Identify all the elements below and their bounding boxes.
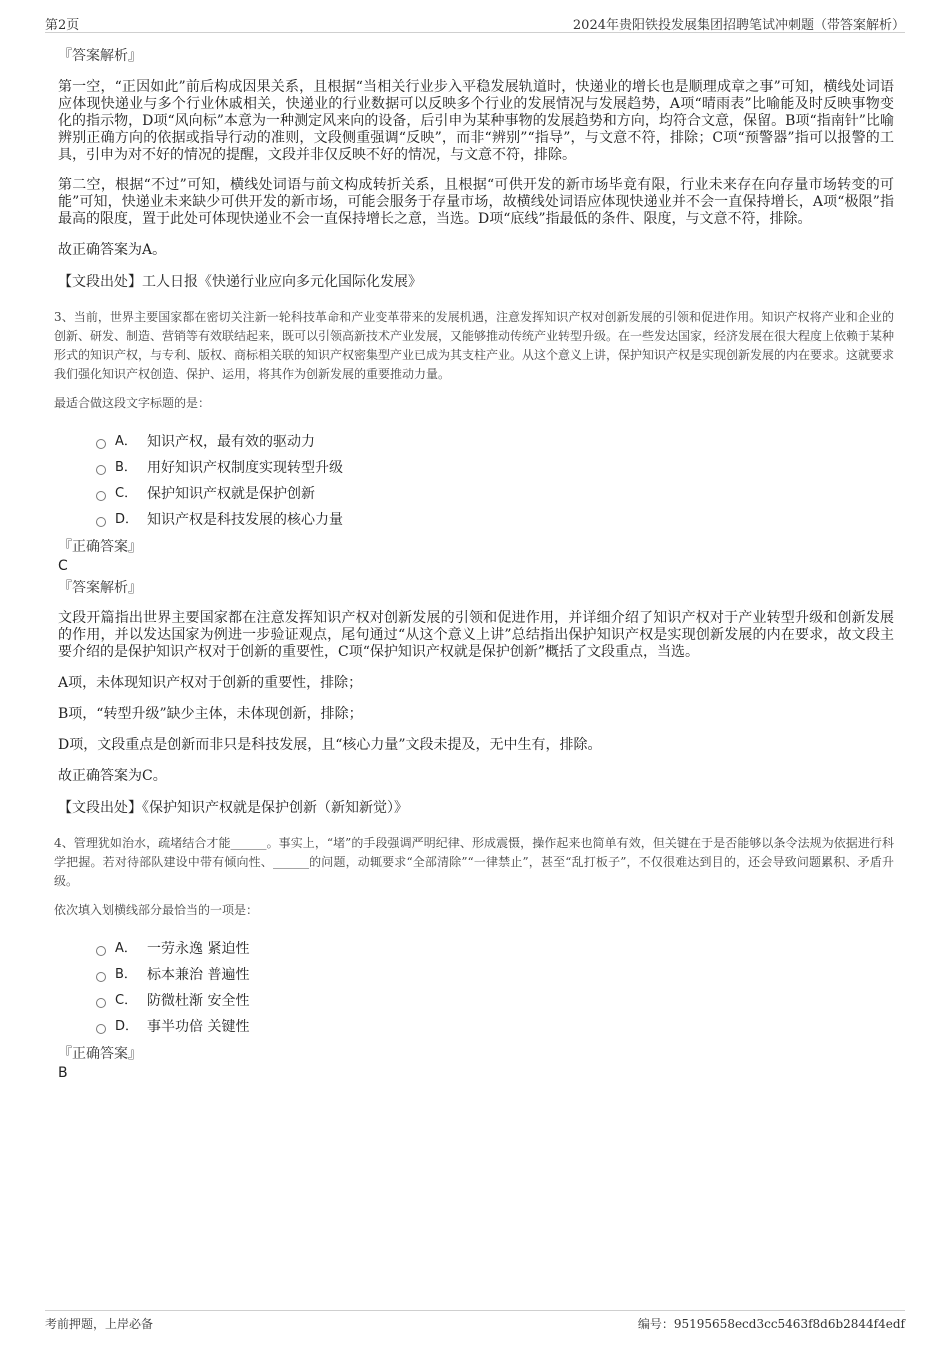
q3-analysis-label: 『答案解析』	[58, 580, 142, 596]
q4-option-d[interactable]: D． 事半功倍 关键性	[96, 1014, 894, 1040]
q2-analysis-label: 『答案解析』	[58, 48, 142, 64]
q4-question-text: 4、管理犹如治水，疏堵结合才能______。事实上，“堵”的手段强调严明纪律、形成震慑，操作起来也简单有效，但关键在于是否能够以条令法规为依据进行科学把握。若对待部队建设中带有倾向性、______的问题，动辄要求“全部清除”“一律禁止”，甚至“乱打板子”，不仅很难达到目的，还会导致问题累积、矛盾升级。	[54, 836, 894, 888]
q4-answer-label: 『正确答案』	[58, 1046, 142, 1062]
q3-question-text: 3、当前，世界主要国家都在密切关注新一轮科技革命和产业变革带来的发展机遇，注意发挥知识产权对创新发展的引领和促进作用。知识产权将产业和企业的创新、研发、制造、营销等有效联结起来，既可以引领高新技术产业发展，又能够推动传统产业转型升级。在一些发达国家，经济发展在很大程度上依赖于某种形式的知识产权，与专利、版权、商标相关联的知识产权密集型产业已成为其支柱产业。从这个意义上讲，保护知识产权是实现创新发展的内在要求。这就要求我们强化知识产权创造、保护、运用，将其作为创新发展的重要推动力量。	[54, 310, 895, 381]
radio-icon[interactable]	[96, 972, 106, 982]
q3-prompt: 最适合做这段文字标题的是：	[54, 396, 211, 410]
radio-icon[interactable]	[96, 439, 106, 449]
q3-source: 【文段出处】《保护知识产权就是保护创新（新知新觉）》	[58, 800, 408, 816]
q3-conclusion: 故正确答案为C。	[58, 768, 167, 784]
radio-icon[interactable]	[96, 517, 106, 527]
q2-analysis-paragraph-1: 第一空，“正因如此”前后构成因果关系，且根据“当相关行业步入平稳发展轨道时，快递业的增长也是顺理成章之事”可知，横线处词语应体现快递业与多个行业休戚相关，快递业的行业数据可以反映多个行业的发展情况与发展趋势，A项“晴雨表”比喻能及时反映事物变化的指示物，D项“风向标”本意为一种测定风来向的设备，后引申为某种事物的发展趋势和方向，均符合文意，保留。B项“指南针”比喻辨别正确方向的依据或指导行动的准则，文段侧重强调“反映”，而非“辨别”“指导”，与文意不符，排除；C项“预警器”指可以报警的工具，引申为对不好的情况的提醒，文段并非仅反映不好的情况，与文意不符，排除。	[58, 79, 894, 163]
q4-answer: B	[58, 1065, 68, 1081]
q3-option-d[interactable]: D． 知识产权是科技发展的核心力量	[96, 507, 894, 533]
q4-option-a[interactable]: A． 一劳永逸 紧迫性	[96, 936, 894, 962]
radio-icon[interactable]	[96, 465, 106, 475]
q3-analysis-paragraph-1: 文段开篇指出世界主要国家都在注意发挥知识产权对创新发展的引领和促进作用，并详细介绍了知识产权对于产业转型升级和创新发展的作用，并以发达国家为例进一步验证观点，尾句通过“从这个意义上讲”总结指出保护知识产权是实现创新发展的内在要求，故文段主要介绍的是保护知识产权对于创新的重要性，C项“保护知识产权就是保护创新”概括了文段重点，当选。	[58, 610, 894, 660]
q2-source: 【文段出处】工人日报《快递行业应向多元化国际化发展》	[58, 274, 422, 290]
q3-analysis-paragraph-3: B项，“转型升级”缺少主体，未体现创新，排除；	[58, 706, 363, 722]
radio-icon[interactable]	[96, 491, 106, 501]
radio-icon[interactable]	[96, 1024, 106, 1034]
radio-icon[interactable]	[96, 998, 106, 1008]
document-title: 2024年贵阳铁投发展集团招聘笔试冲刺题（带答案解析）	[572, 18, 905, 33]
q3-answer: C	[58, 558, 68, 574]
q3-option-b[interactable]: B． 用好知识产权制度实现转型升级	[96, 455, 894, 481]
q3-options	[96, 429, 894, 533]
radio-icon[interactable]	[96, 946, 106, 956]
q4-prompt: 依次填入划横线部分最恰当的一项是：	[54, 903, 259, 917]
q4-options	[96, 936, 894, 1040]
document-code: 编号：95195658ecd3cc5463f8d6b2844f4edf	[637, 1317, 905, 1331]
q4-option-b[interactable]: B． 标本兼治 普遍性	[96, 962, 894, 988]
page-footer	[45, 1310, 905, 1335]
q3-option-c[interactable]: C． 保护知识产权就是保护创新	[96, 481, 894, 507]
q3-analysis-paragraph-2: A项，未体现知识产权对于创新的重要性，排除；	[58, 675, 363, 691]
q3-answer-label: 『正确答案』	[58, 539, 142, 555]
q3-option-a[interactable]: A． 知识产权，最有效的驱动力	[96, 429, 894, 455]
q4-option-c[interactable]: C． 防微杜渐 安全性	[96, 988, 894, 1014]
page-header	[45, 12, 905, 33]
page-content	[54, 46, 895, 1082]
q2-analysis-paragraph-2: 第二空，根据“不过”可知，横线处词语与前文构成转折关系，且根据“可供开发的新市场毕竟有限，行业未来存在向存量市场转变的可能”可知，快递业未来缺少可供开发的新市场，可能会服务于存量市场，故横线处词语应体现快递业并不会一直保持增长，A项“极限”指最高的限度，置于此处可体现快递业不会一直保持增长之意，当选。D项“底线”指最低的条件、限度，与文意不符，排除。	[58, 177, 894, 227]
q2-conclusion: 故正确答案为A。	[58, 242, 167, 258]
footer-slogan: 考前押题，上岸必备	[45, 1317, 154, 1331]
page-number: 第2页	[45, 18, 80, 33]
q3-analysis-paragraph-4: D项，文段重点是创新而非只是科技发展，且“核心力量”文段未提及，无中生有，排除。	[58, 737, 602, 753]
